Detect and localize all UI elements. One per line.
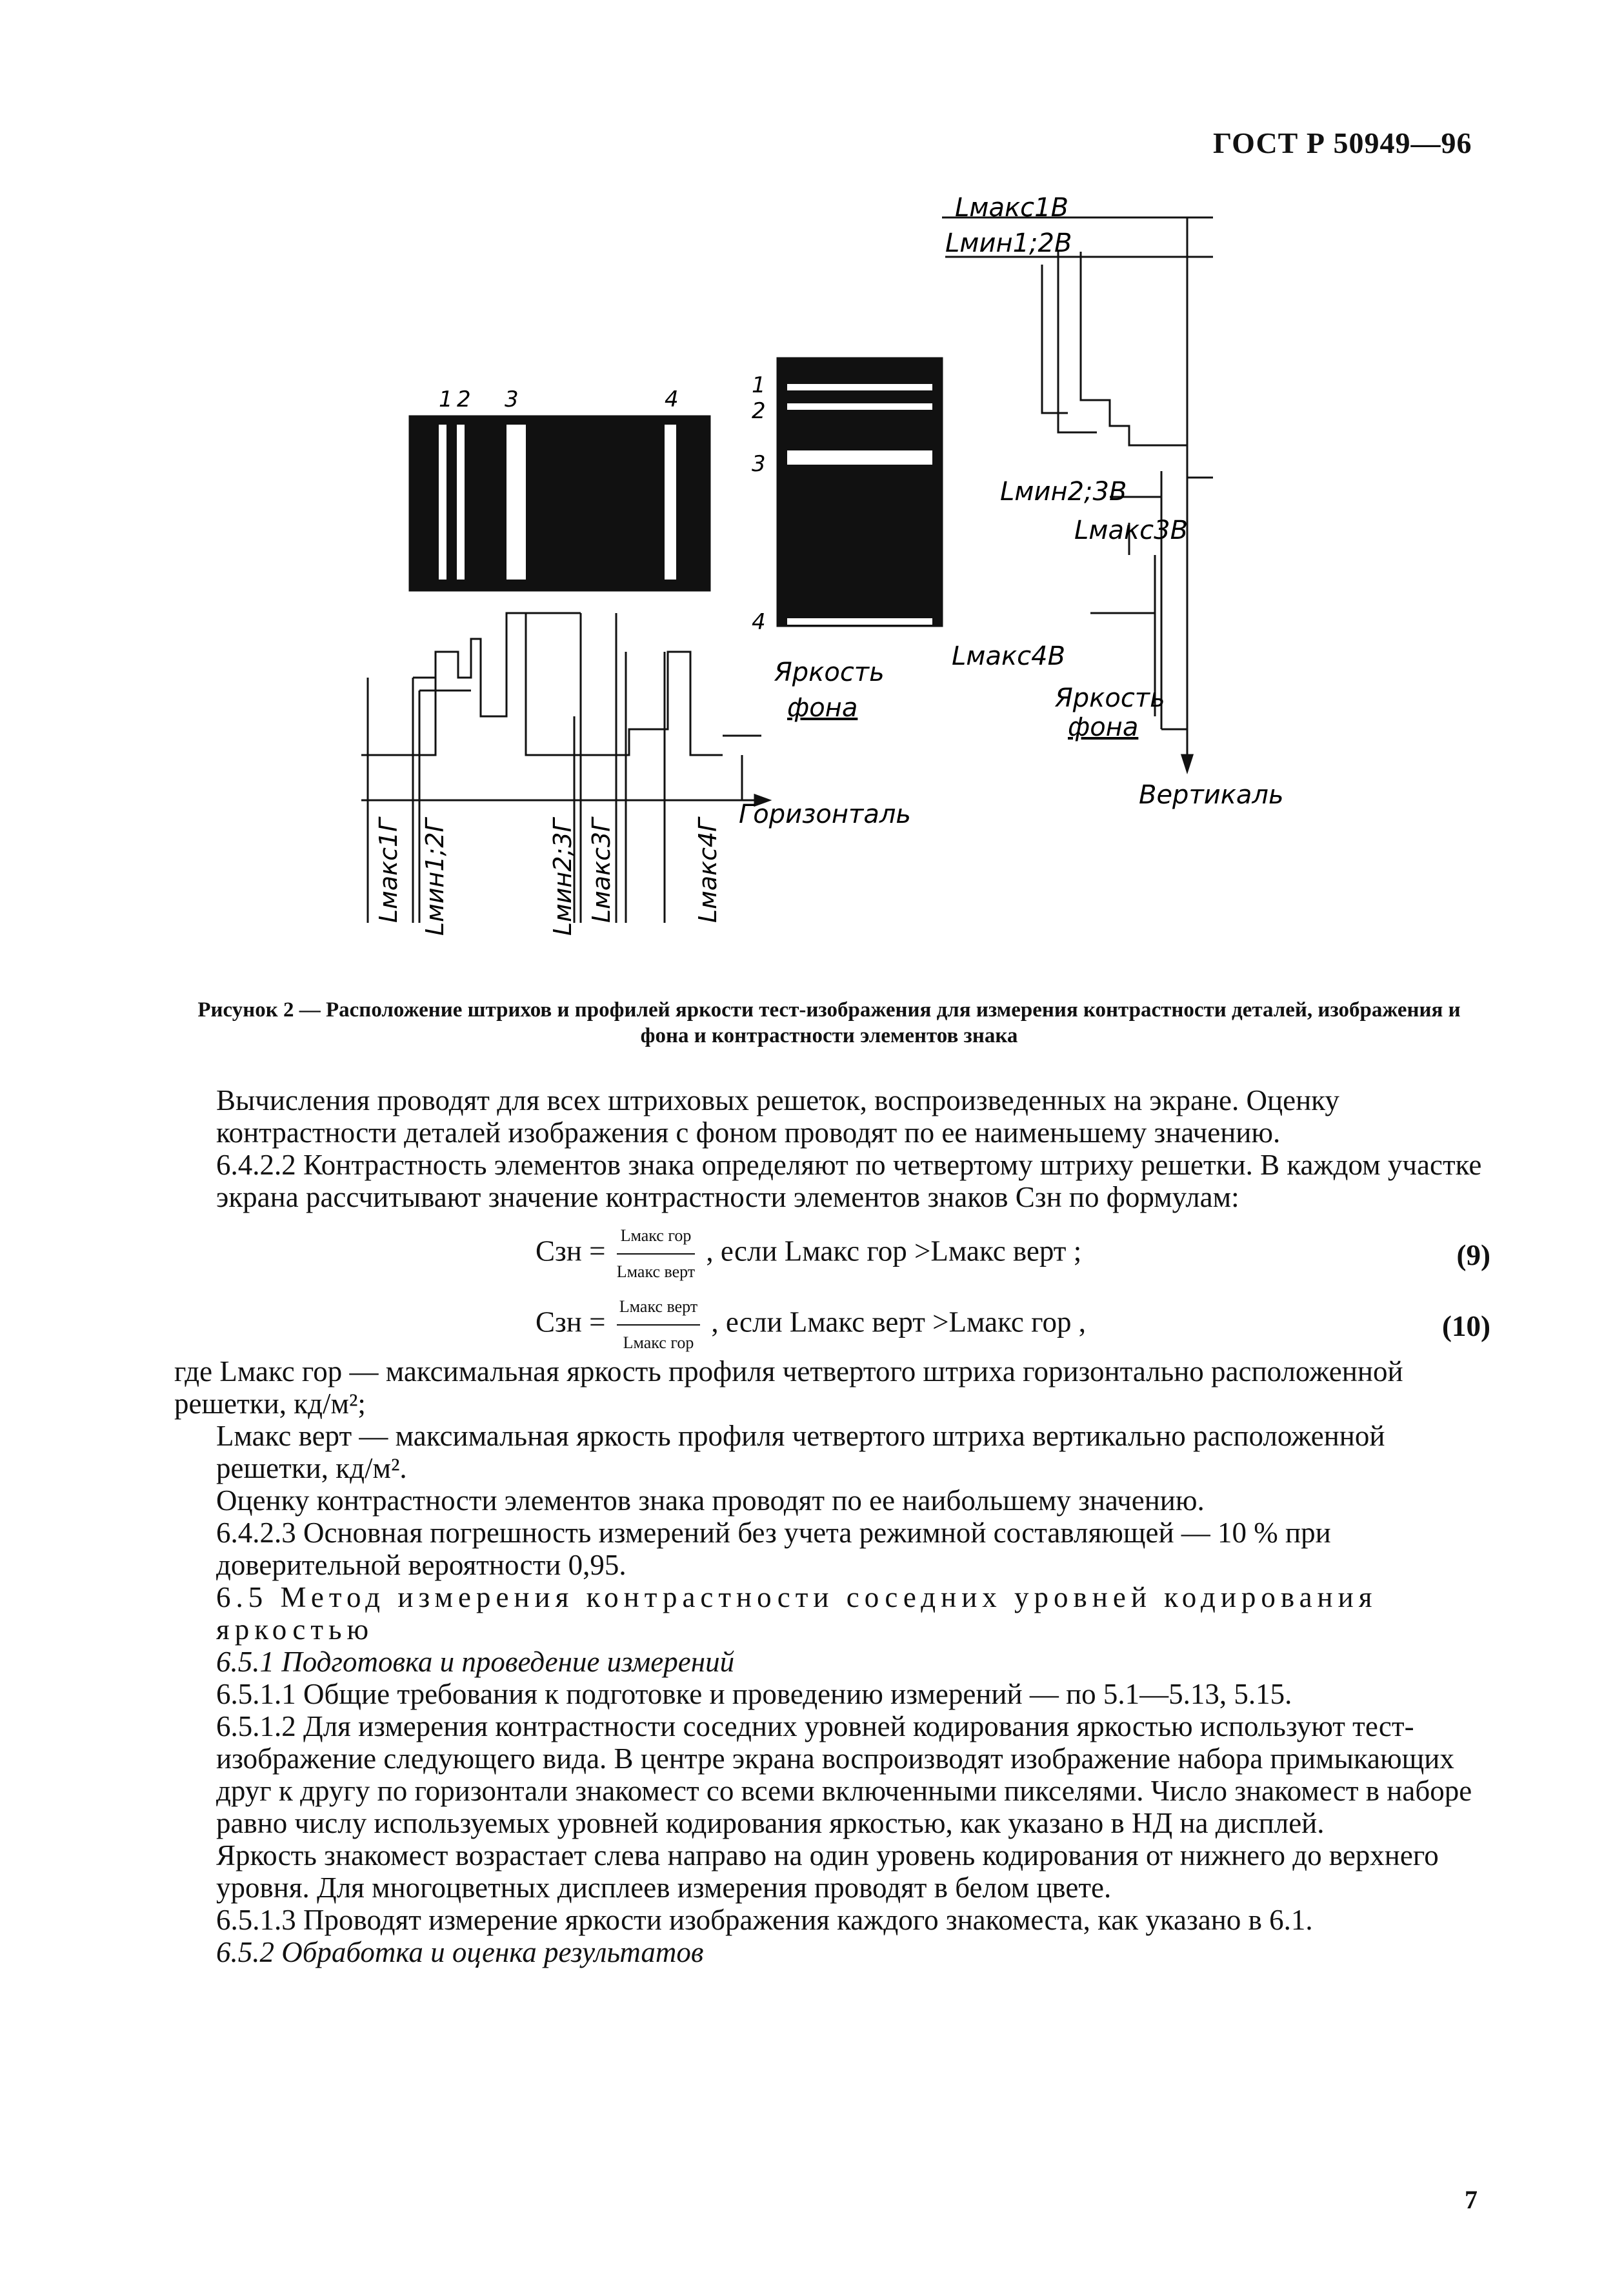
stroke-1-h bbox=[439, 425, 446, 580]
vertical-test-image bbox=[777, 358, 942, 626]
formula-condition: , если Lмакс верт >Lмакс гор , bbox=[711, 1306, 1086, 1338]
page-number: 7 bbox=[1465, 2185, 1478, 2214]
formula-fraction bbox=[617, 1291, 700, 1359]
stroke-3-v bbox=[787, 450, 932, 465]
paragraph: Lмакс верт — максимальная яркость профиля четвертого штриха вертикально расположенной решетки, кд/м². bbox=[216, 1420, 1385, 1484]
formula-9 bbox=[174, 1213, 1490, 1284]
paragraph: 6.5.1.2 Для измерения контрастности соседних уровней кодирования яркостью используют тест-изображение следующего вида. В центре экрана воспроизводят изображение набора примыкающих друг к другу по горизонтали знакомест со всеми включенными пикселями. Число знакомест в наборе равно числу используемых уровней кодирования яркостью, как указано в НД на дисплей. bbox=[216, 1710, 1472, 1839]
subsection-heading: 6.5.2 Обработка и оценка результатов bbox=[216, 1936, 704, 1968]
formula-number: (10) bbox=[1442, 1310, 1490, 1342]
label-lmax3g: Lмакс3Г bbox=[587, 818, 616, 923]
formula-number: (9) bbox=[1456, 1239, 1490, 1271]
formula-10 bbox=[174, 1284, 1490, 1355]
stroke-2-v bbox=[787, 403, 932, 410]
label-lmax4g: Lмакс4Г bbox=[694, 818, 722, 923]
label-lmin23g: Lмин2;3Г bbox=[548, 818, 577, 936]
label-horizontal: Горизонталь bbox=[739, 800, 911, 829]
figure-caption: Рисунок 2 — Расположение штрихов и профилей яркости тест-изображения для измерения контрастности деталей, изображения и фона и контрастности элементов знака bbox=[197, 998, 1461, 1047]
label-lmax4v: Lмакс4В bbox=[952, 641, 1066, 671]
paragraph: Оценку контрастности элементов знака проводят по ее наибольшему значению. bbox=[216, 1484, 1205, 1517]
h-stroke-num-2: 2 bbox=[457, 387, 471, 412]
label-brightness-v-2: фона bbox=[1068, 712, 1139, 742]
label-vertical: Вертикаль bbox=[1139, 780, 1284, 810]
paragraph: 6.5.1.3 Проводят измерение яркости изображения каждого знакоместа, как указано в 6.1. bbox=[216, 1904, 1313, 1936]
formula-condition: , если Lмакс гор >Lмакс верт ; bbox=[706, 1235, 1082, 1267]
v-stroke-num-1: 1 bbox=[752, 372, 766, 398]
formula-fraction bbox=[617, 1220, 695, 1288]
paragraph: 6.4.2.2 Контрастность элементов знака определяют по четвертому штриху решетки. В каждом участке экрана рассчитывают значение контрастности элементов знаков Сзн по формулам: bbox=[216, 1149, 1482, 1213]
stroke-4-v bbox=[787, 618, 932, 625]
paragraph: 6.4.2.3 Основная погрешность измерений без учета режимной составляющей — 10 % при доверительной вероятности 0,95. bbox=[216, 1517, 1331, 1581]
paragraph: 6.5.1.1 Общие требования к подготовке и проведению измерений — по 5.1—5.13, 5.15. bbox=[216, 1678, 1292, 1710]
body-text bbox=[174, 1084, 1490, 1968]
label-lmin23v: Lмин2;3В bbox=[1000, 477, 1127, 507]
standard-number: ГОСТ Р 50949—96 bbox=[1213, 126, 1472, 159]
fraction-denominator: Lмакс гор bbox=[623, 1333, 694, 1352]
v-stroke-num-2: 2 bbox=[752, 398, 766, 424]
fraction-denominator: Lмакс верт bbox=[616, 1262, 696, 1281]
stroke-4-h bbox=[665, 425, 676, 580]
label-lmax1g: Lмакс1Г bbox=[374, 818, 403, 923]
label-brightness-h-2: фона bbox=[787, 693, 858, 723]
stroke-1-v bbox=[787, 384, 932, 390]
subsection-heading: 6.5.1 Подготовка и проведение измерений bbox=[216, 1646, 735, 1678]
h-stroke-num-1: 1 bbox=[439, 387, 453, 412]
label-lmin12v: Lмин1;2В bbox=[945, 228, 1072, 258]
label-brightness-v-1: Яркость bbox=[1055, 683, 1165, 713]
vertical-profile bbox=[1081, 252, 1213, 478]
fraction-numerator: Lмакс верт bbox=[617, 1291, 700, 1326]
label-lmax1v: Lмакс1В bbox=[955, 193, 1069, 223]
v-stroke-num-3: 3 bbox=[752, 451, 766, 477]
section-heading: 6.5 Метод измерения контрастности соседних уровней кодирования яркостью bbox=[216, 1581, 1378, 1646]
paragraph: где Lмакс гор — максимальная яркость профиля четвертого штриха горизонтально расположенной решетки, кд/м²; bbox=[174, 1355, 1403, 1420]
stroke-2-h bbox=[457, 425, 465, 580]
h-stroke-num-4: 4 bbox=[665, 387, 679, 412]
formula-lhs: Сзн = bbox=[536, 1235, 606, 1267]
stroke-3-h bbox=[506, 425, 526, 580]
formula-lhs: Сзн = bbox=[536, 1306, 606, 1338]
label-lmin12g: Lмин1;2Г bbox=[421, 818, 449, 936]
paragraph: Яркость знакомест возрастает слева направо на один уровень кодирования от нижнего до верхнего уровня. Для многоцветных дисплеев измерения проводят в белом цвете. bbox=[216, 1839, 1439, 1904]
h-stroke-num-3: 3 bbox=[505, 387, 519, 412]
label-brightness-h-1: Яркость bbox=[774, 658, 885, 687]
figure-2 bbox=[361, 187, 1342, 981]
v-stroke-num-4: 4 bbox=[752, 609, 766, 635]
fraction-numerator: Lмакс гор bbox=[617, 1220, 695, 1255]
paragraph: Вычисления проводят для всех штриховых решеток, воспроизведенных на экране. Оценку контрастности деталей изображения с фоном проводят по ее наименьшему значению. bbox=[216, 1084, 1339, 1149]
horizontal-profile bbox=[361, 613, 723, 755]
label-lmax3v: Lмакс3В bbox=[1074, 516, 1188, 545]
